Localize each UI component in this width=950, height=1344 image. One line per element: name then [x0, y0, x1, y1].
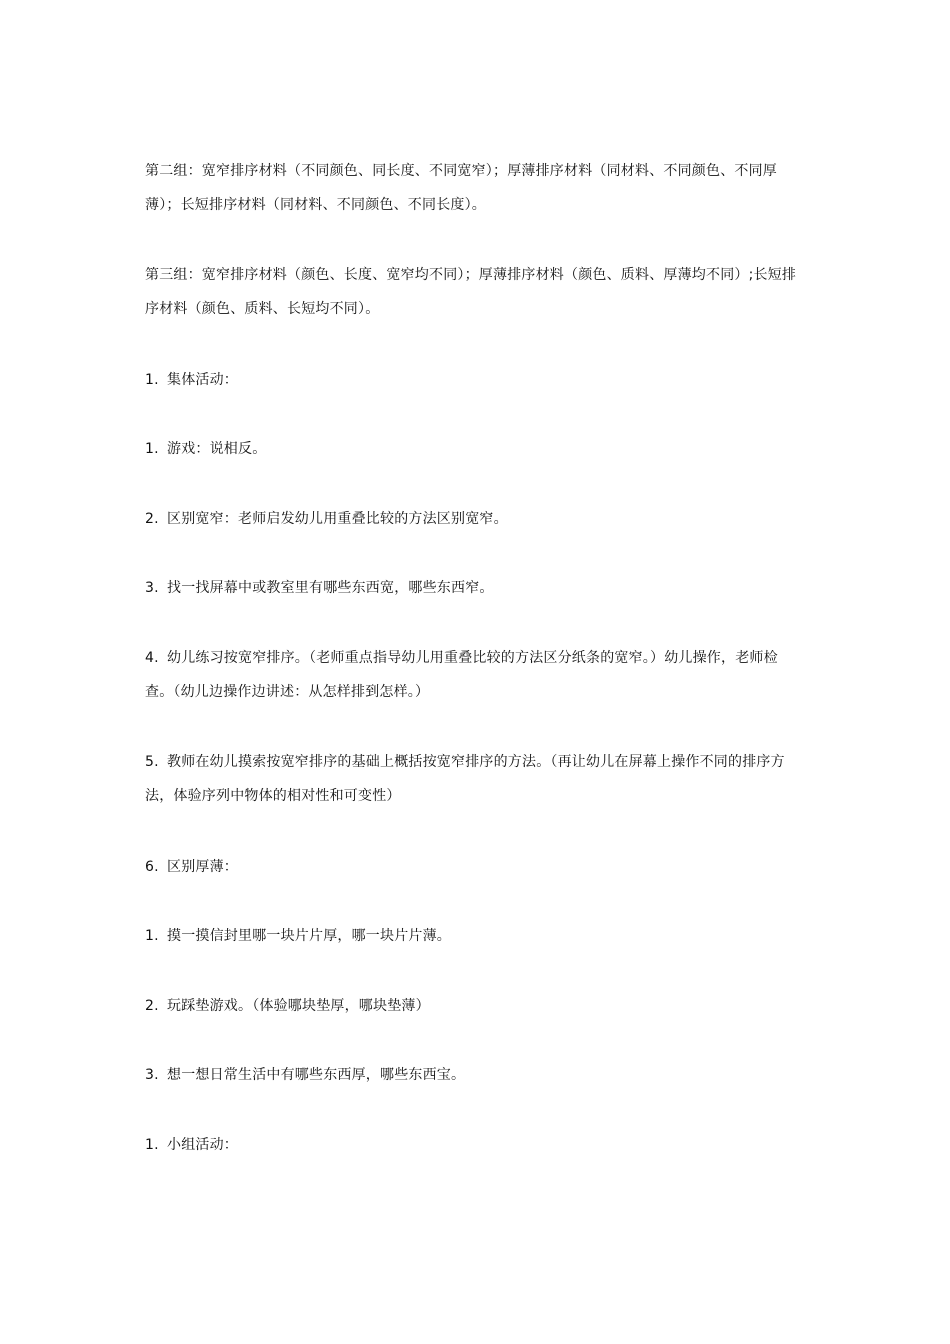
list-item-number: 5. [145, 754, 159, 770]
list-item [145, 502, 805, 536]
list-item [145, 919, 805, 953]
list-item-number: 3. [145, 580, 159, 596]
list-item [145, 745, 805, 813]
list-item-text: 摸一摸信封里哪一块片片厚，哪一块片片薄。 [167, 928, 451, 944]
list-item-text: 区别宽窄：老师启发幼儿用重叠比较的方法区别宽窄。 [167, 511, 508, 527]
list-item-number: 3. [145, 1067, 159, 1083]
list-item-number: 6. [145, 859, 159, 875]
paragraph-group3: 第三组：宽窄排序材料（颜色、长度、宽窄均不同）；厚薄排序材料（颜色、质料、厚薄均不同）;长短排序材料（颜色、质料、长短均不同）。 [145, 267, 797, 317]
list-item [145, 363, 805, 397]
list-item-number: 1. [145, 1137, 159, 1153]
list-item [145, 850, 805, 884]
list-item-number: 1. [145, 372, 159, 388]
list-item-number: 1. [145, 441, 159, 457]
list-item [145, 571, 805, 605]
list-item-text: 教师在幼儿摸索按宽窄排序的基础上概括按宽窄排序的方法。（再让幼儿在屏幕上操作不同的排序方法，体验序列中物体的相对性和可变性） [145, 754, 785, 804]
list-item-text: 区别厚薄： [167, 859, 238, 875]
list-item-text: 找一找屏幕中或教室里有哪些东西宽，哪些东西窄。 [167, 580, 494, 596]
list-item [145, 1128, 805, 1162]
list-item-text: 小组活动： [167, 1137, 238, 1153]
list-item [145, 989, 805, 1023]
list-item-number: 1. [145, 928, 159, 944]
list-item [145, 641, 805, 709]
list-item-number: 2. [145, 998, 159, 1014]
list-item-text: 玩踩垫游戏。（体验哪块垫厚，哪块垫薄） [167, 998, 430, 1014]
list-item-text: 幼儿练习按宽窄排序。（老师重点指导幼儿用重叠比较的方法区分纸条的宽窄。）幼儿操作，老师检查。（幼儿边操作边讲述：从怎样排到怎样。） [145, 650, 778, 700]
list-item-number: 4. [145, 650, 159, 666]
list-item-text: 游戏：说相反。 [167, 441, 267, 457]
list-item [145, 432, 805, 466]
list-item-text: 想一想日常生活中有哪些东西厚，哪些东西宝。 [167, 1067, 466, 1083]
list-item [145, 1058, 805, 1092]
list-item-number: 2. [145, 511, 159, 527]
list-item-text: 集体活动： [167, 372, 238, 388]
paragraph-group2: 第二组：宽窄排序材料（不同颜色、同长度、不同宽窄）；厚薄排序材料（同材料、不同颜色、不同厚薄）；长短排序材料（同材料、不同颜色、不同长度）。 [145, 163, 777, 213]
